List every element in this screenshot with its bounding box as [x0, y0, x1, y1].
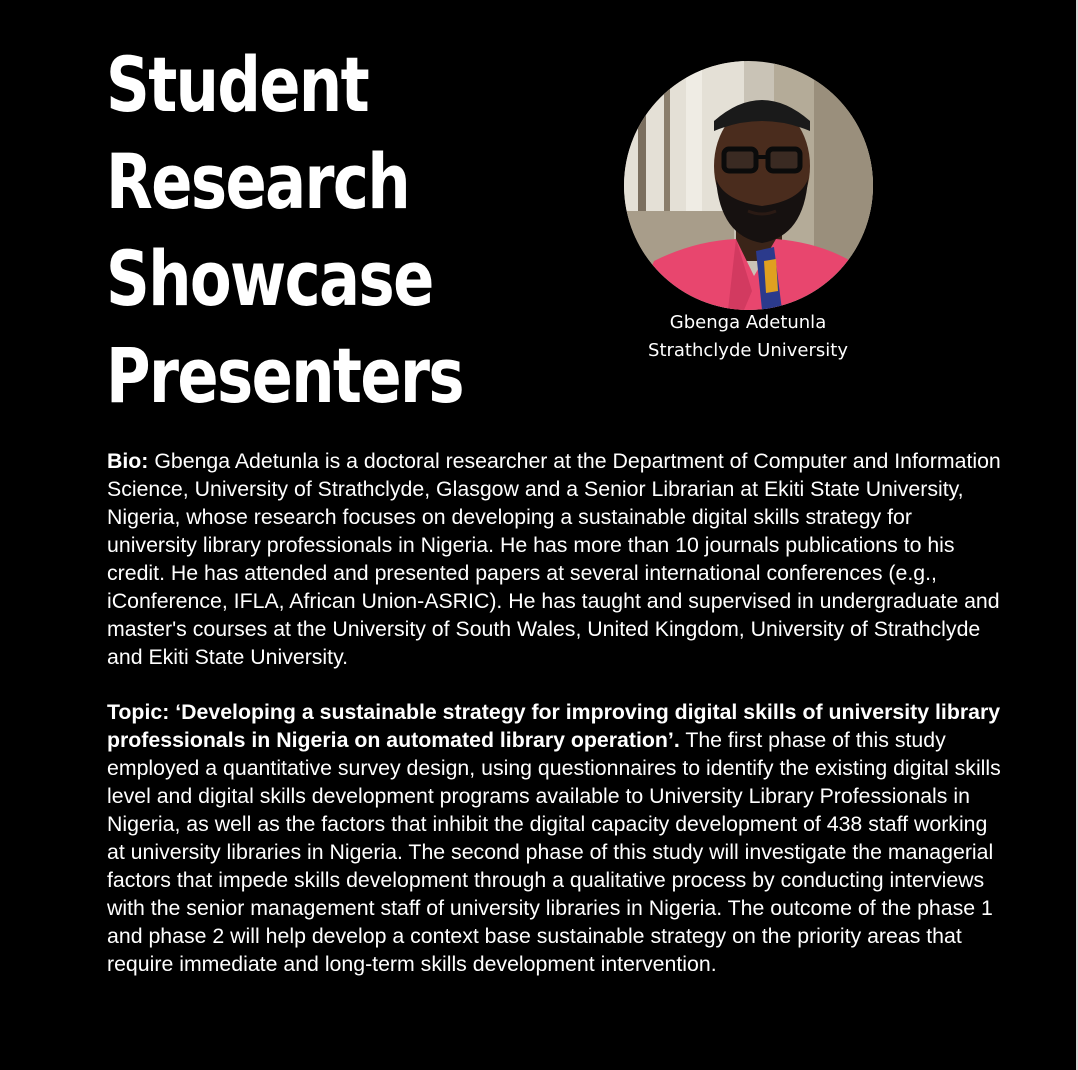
- title-line: Showcase: [106, 234, 433, 323]
- title-line: Presenters: [106, 331, 463, 420]
- bio-text: Gbenga Adetunla is a doctoral researcher at the Department of Computer and Information Science, University of Strathclyde, Glasgow and a Senior Librarian at Ekiti State University, Nigeria, whose research focuses on developing a sustainable digital skills strategy for university library professionals in Nigeria. He has more than 10 journals publications to his credit. He has attended and presented papers at several international conferences (e.g., iConference, IFLA, African Union-ASRIC). He has taught and supervised in undergraduate and master's courses at the University of South Wales, United Kingdom, University of Strathclyde and Ekiti State University.: [107, 449, 1001, 669]
- title-line: Student: [106, 40, 369, 129]
- topic-text: The first phase of this study employed a quantitative survey design, using questionnaires to identify the existing digital skills level and digital skills development programs available to University Library Professionals in Nigeria, as well as the factors that inhibit the digital capacity development of 438 staff working at university libraries in Nigeria. The second phase of this study will investigate the managerial factors that impede skills development through a qualitative process by conducting interviews with the senior management staff of university libraries in Nigeria. The outcome of the phase 1 and phase 2 will help develop a context base sustainable strategy on the priority areas that require immediate and long-term skills development intervention.: [107, 728, 1001, 976]
- presenter-caption: [598, 309, 898, 365]
- bio-label: Bio:: [107, 449, 149, 473]
- presenter-name: Gbenga Adetunla: [669, 312, 827, 333]
- bio-paragraph: [107, 447, 1007, 671]
- title-line: Research: [106, 137, 410, 226]
- presenter-affiliation: Strathclyde University: [648, 340, 848, 361]
- page-title: [106, 36, 463, 424]
- topic-label: Topic: ‘Developing a sustainable strategy for improving digital skills of university library professionals in Nigeria on automated library operation’.: [107, 700, 1001, 752]
- topic-paragraph: [107, 698, 1007, 978]
- presenter-photo: [624, 61, 873, 310]
- presenter-portrait-illustration: [624, 61, 873, 310]
